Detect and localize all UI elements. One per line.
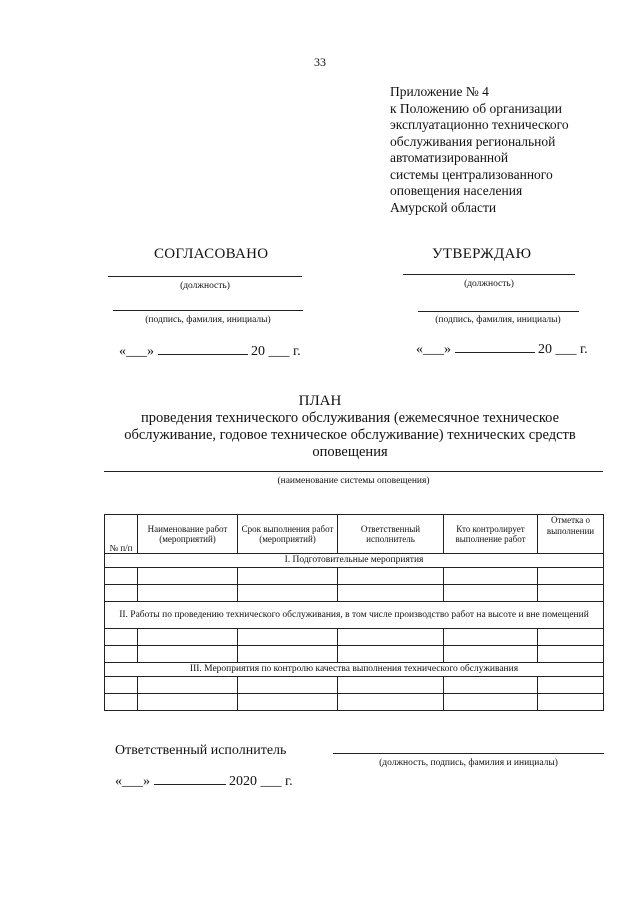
table-row — [105, 646, 604, 663]
header-number: № п/п — [105, 515, 138, 554]
table-row — [105, 629, 604, 646]
agreed-position-caption: (должность) — [180, 281, 230, 291]
agreed-date — [119, 344, 301, 360]
agreed-title: СОГЛАСОВАНО — [154, 246, 269, 262]
page-number: 33 — [314, 55, 326, 69]
approve-title: УТВЕРЖДАЮ — [432, 246, 532, 262]
responsible-label: Ответственный исполнитель — [115, 743, 287, 758]
section-1-title: I. Подготовительные мероприятия — [105, 554, 604, 568]
appendix-line: системы централизованного — [390, 166, 553, 182]
table-header-row — [105, 515, 604, 554]
appendix-line: эксплуатационно технического — [390, 117, 569, 132]
appendix-line: автоматизированной — [390, 150, 509, 165]
table-row — [105, 568, 604, 585]
system-name-caption: (наименование системы оповещения) — [277, 476, 430, 486]
footer-date — [115, 774, 293, 790]
footer-date-year: 2020 ___ г. — [229, 774, 293, 789]
plan-subtitle: проведения технического обслуживания (ежемесячное техническое обслуживание, годовое техническое обслуживание) технических средств оповещения — [124, 410, 576, 460]
approve-signature-caption: (подпись, фамилия, инициалы) — [435, 315, 561, 325]
approve-position-line — [403, 274, 575, 275]
agreed-date-month-line — [158, 354, 248, 355]
plan-table — [104, 514, 604, 711]
appendix-line: Приложение № 4 — [390, 84, 489, 99]
appendix-header — [390, 84, 630, 216]
section-row — [105, 602, 604, 629]
table-row — [105, 694, 604, 711]
header-deadline: Срок выполнения работ (мероприятий) — [238, 515, 338, 554]
approve-date-month-line — [455, 352, 535, 353]
responsible-signature-line — [333, 753, 604, 754]
agreed-date-day: «___» — [119, 344, 154, 359]
footer-date-month-line — [154, 784, 226, 785]
appendix-line: к Положению об организации — [390, 100, 562, 116]
system-name-line — [104, 471, 603, 472]
table-row — [105, 585, 604, 602]
agreed-position-line — [108, 276, 302, 277]
approve-position-caption: (должность) — [464, 279, 514, 289]
approve-date-year: 20 ___ г. — [538, 342, 588, 357]
table-row — [105, 677, 604, 694]
appendix-line: Амурской области — [390, 199, 497, 215]
approve-date — [416, 342, 588, 358]
approve-date-day: «___» — [416, 342, 451, 357]
agreed-date-year: 20 ___ г. — [251, 344, 301, 359]
header-controller: Кто контролирует выполнение работ — [444, 515, 538, 554]
header-responsible: Ответственный исполнитель — [338, 515, 444, 554]
responsible-signature-caption: (должность, подпись, фамилия и инициалы) — [379, 758, 558, 768]
agreed-signature-line — [113, 310, 303, 311]
approve-signature-line — [418, 311, 579, 312]
section-row — [105, 554, 604, 568]
appendix-line: обслуживания региональной — [390, 133, 556, 149]
header-works: Наименование работ (мероприятий) — [138, 515, 238, 554]
agreed-signature-caption: (подпись, фамилия, инициалы) — [145, 315, 271, 325]
footer-date-day: «___» — [115, 774, 150, 789]
section-2-title: II. Работы по проведению технического обслуживания, в том числе производство работ на высоте и вне помещений — [105, 602, 604, 629]
section-row — [105, 663, 604, 677]
appendix-line: оповещения населения — [390, 183, 523, 198]
header-completion-mark: Отметка о выполнении — [538, 515, 604, 554]
section-3-title: III. Мероприятия по контролю качества выполнения технического обслуживания — [105, 663, 604, 677]
plan-title: ПЛАН — [298, 393, 342, 409]
